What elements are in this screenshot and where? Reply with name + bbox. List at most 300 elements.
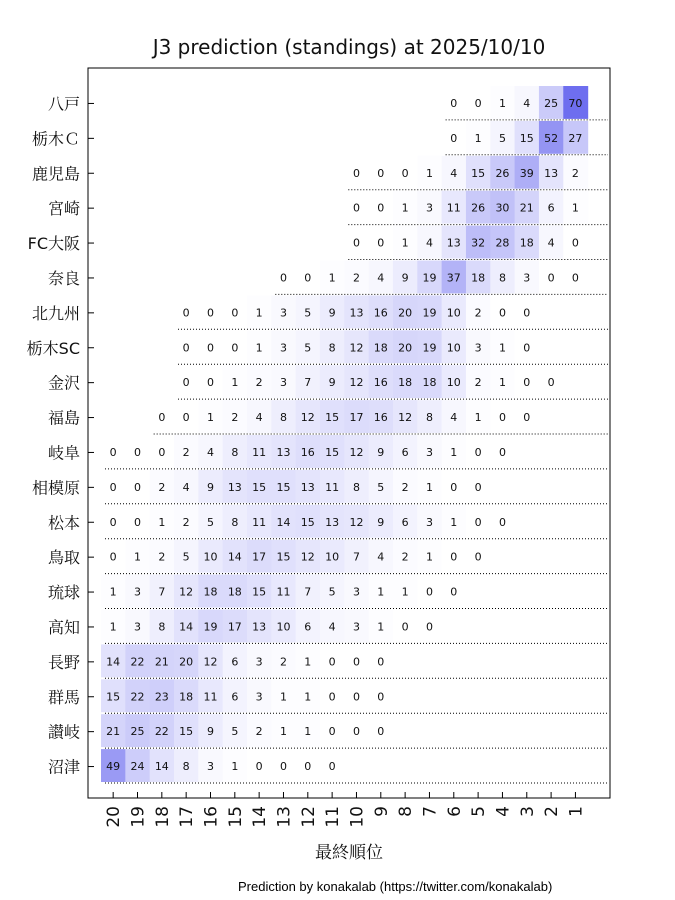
team-label: 北九州 [31,303,80,323]
cell-value: 0 [328,655,336,669]
cell-value: 0 [474,445,482,459]
team-label: 八戸 [47,94,80,114]
cell-value: 0 [377,166,385,180]
cell-value: 1 [231,376,239,390]
team-label: 金沢 [47,373,80,393]
cell-value: 11 [252,445,267,459]
cell-value: 5 [377,480,385,494]
cell-value: 23 [154,690,169,704]
cell-value: 0 [109,480,117,494]
cell-value: 6 [547,201,555,215]
cell-value: 17 [349,411,364,425]
cell-value: 0 [547,271,555,285]
cell-value: 8 [498,271,506,285]
credit-text: Prediction by konakalab (https://twitter.com/konakalab) [238,879,553,894]
x-tick-label: 11 [323,806,344,828]
cell-value: 0 [498,306,506,320]
cell-value: 4 [547,236,555,250]
cell-value: 18 [471,271,486,285]
cell-value: 8 [328,341,336,355]
team-label: 鳥取 [47,548,80,568]
cell-value: 1 [304,690,312,704]
cell-value: 15 [252,480,267,494]
cell-value: 0 [206,306,214,320]
cell-value: 0 [498,411,506,425]
cell-value: 21 [519,201,534,215]
cell-value: 0 [352,655,360,669]
cell-value: 1 [377,585,385,599]
cell-value: 15 [325,445,340,459]
cell-value: 0 [304,271,312,285]
cell-value: 12 [300,550,315,564]
cell-value: 3 [279,376,287,390]
cell-value: 14 [179,620,194,634]
cell-value: 0 [377,725,385,739]
cell-value: 18 [227,585,242,599]
cell-value: 0 [352,725,360,739]
team-label: 相模原 [31,478,80,498]
cell-value: 5 [304,341,312,355]
team-label: 群馬 [47,687,80,707]
x-tick-label: 2 [542,806,563,817]
x-tick-label: 17 [177,806,198,828]
cell-value: 0 [182,376,190,390]
cell-value: 11 [446,201,461,215]
cell-value: 2 [182,515,190,529]
cell-value: 20 [179,655,194,669]
cell-value: 8 [158,620,166,634]
cell-value: 1 [474,411,482,425]
cell-value: 1 [255,341,263,355]
cell-value: 3 [133,620,141,634]
cell-value: 26 [471,201,486,215]
cell-value: 0 [474,480,482,494]
cell-value: 10 [203,550,218,564]
x-tick-label: 7 [420,806,441,817]
cell-value: 16 [373,376,388,390]
cell-value: 3 [206,760,214,774]
cell-value: 0 [133,480,141,494]
team-label: 鹿児島 [31,164,80,184]
cell-value: 1 [377,620,385,634]
cell-value: 12 [349,445,364,459]
cell-value: 28 [495,236,510,250]
cell-value: 12 [349,376,364,390]
cell-value: 3 [255,655,263,669]
cell-value: 15 [276,550,291,564]
cell-value: 0 [450,131,458,145]
cell-value: 4 [255,411,263,425]
cell-value: 4 [377,271,385,285]
x-tick-label: 20 [104,806,125,828]
cell-value: 0 [523,376,531,390]
cell-value: 9 [328,376,336,390]
cell-value: 0 [401,166,409,180]
cell-value: 18 [519,236,534,250]
cell-value: 11 [276,585,291,599]
cell-value: 8 [352,480,360,494]
cell-value: 9 [401,271,409,285]
cell-value: 2 [182,445,190,459]
cell-value: 22 [130,655,145,669]
cell-value: 1 [304,725,312,739]
x-tick-label: 13 [274,806,295,828]
team-label: 福島 [47,408,80,428]
cell-value: 1 [158,515,166,529]
x-tick-label: 18 [152,806,173,828]
cell-value: 4 [450,411,458,425]
cell-value: 13 [276,445,291,459]
cell-value: 1 [133,550,141,564]
cell-value: 2 [231,411,239,425]
x-tick-label: 1 [566,806,587,817]
cell-value: 1 [450,515,458,529]
heatmap-cells [101,86,588,782]
cell-value: 0 [328,760,336,774]
y-axis [27,94,94,776]
cell-value: 1 [450,445,458,459]
cell-value: 7 [304,585,312,599]
cell-value: 9 [206,480,214,494]
cell-value: 0 [109,515,117,529]
cell-value: 49 [106,760,121,774]
team-label: 栃木Ｃ [31,129,80,149]
cell-value: 8 [231,515,239,529]
cell-value: 30 [495,201,510,215]
cell-value: 15 [179,725,194,739]
cell-value: 7 [158,585,166,599]
cell-value: 10 [325,550,340,564]
cell-value: 15 [252,585,267,599]
cell-value: 0 [425,620,433,634]
x-tick-label: 14 [250,806,271,828]
cell-value: 3 [425,445,433,459]
cell-value: 2 [352,271,360,285]
cell-value: 25 [130,725,145,739]
cell-value: 6 [231,655,239,669]
cell-value: 18 [179,690,194,704]
cell-value: 15 [325,411,340,425]
x-tick-label: 12 [298,806,319,828]
cell-value: 1 [498,376,506,390]
cell-value: 3 [279,306,287,320]
cell-value: 0 [231,306,239,320]
cell-value: 0 [474,96,482,110]
cell-value: 1 [279,725,287,739]
cell-value: 3 [352,620,360,634]
cell-value: 9 [377,515,385,529]
cell-value: 13 [446,236,461,250]
cell-value: 12 [179,585,194,599]
team-label: 栃木SC [26,338,80,358]
cell-value: 0 [352,236,360,250]
cell-value: 70 [568,96,583,110]
x-tick-label: 16 [201,806,222,828]
cell-value: 0 [523,341,531,355]
cell-value: 26 [495,166,510,180]
cell-value: 9 [377,445,385,459]
cell-value: 18 [373,341,388,355]
cell-value: 0 [377,655,385,669]
cell-value: 27 [568,131,583,145]
cell-value: 0 [206,376,214,390]
cell-value: 13 [300,480,315,494]
x-tick-label: 9 [371,806,392,817]
cell-value: 1 [474,131,482,145]
cell-value: 1 [231,760,239,774]
cell-value: 1 [425,480,433,494]
cell-value: 3 [523,271,531,285]
team-label: 沼津 [47,757,80,777]
x-tick-label: 6 [444,806,465,817]
cell-value: 0 [255,760,263,774]
cell-value: 0 [231,341,239,355]
cell-value: 11 [325,480,340,494]
cell-value: 15 [106,690,121,704]
cell-value: 0 [109,445,117,459]
x-tick-label: 4 [493,806,514,817]
cell-value: 37 [446,271,461,285]
cell-value: 12 [349,341,364,355]
cell-value: 0 [377,236,385,250]
cell-value: 12 [398,411,413,425]
cell-value: 2 [158,550,166,564]
cell-value: 4 [377,550,385,564]
cell-value: 0 [450,480,458,494]
cell-value: 0 [450,96,458,110]
cell-value: 2 [474,376,482,390]
cell-value: 17 [252,550,267,564]
cell-value: 3 [425,201,433,215]
cell-value: 6 [401,515,409,529]
x-axis-label: 最終順位 [315,843,383,863]
chart-title: J3 prediction (standings) at 2025/10/10 [152,35,546,59]
cell-value: 1 [498,96,506,110]
team-label: 岐阜 [47,443,80,463]
team-label: FC大阪 [27,234,80,254]
cell-value: 9 [328,306,336,320]
cell-value: 2 [401,550,409,564]
cell-value: 0 [450,585,458,599]
cell-value: 3 [425,515,433,529]
cell-value: 5 [328,585,336,599]
cell-value: 10 [446,341,461,355]
cell-value: 0 [279,760,287,774]
cell-value: 0 [498,445,506,459]
cell-value: 16 [300,445,315,459]
cell-value: 22 [130,690,145,704]
cell-value: 0 [352,690,360,704]
cell-value: 13 [325,515,340,529]
cell-value: 0 [523,306,531,320]
cell-value: 5 [231,725,239,739]
cell-value: 1 [425,166,433,180]
cell-value: 52 [544,131,559,145]
x-axis [104,792,586,828]
cell-value: 6 [304,620,312,634]
cell-value: 12 [203,655,218,669]
cell-value: 6 [401,445,409,459]
cell-value: 0 [133,515,141,529]
cell-value: 0 [109,550,117,564]
team-label: 奈良 [47,268,80,288]
cell-value: 0 [401,620,409,634]
cell-value: 14 [276,515,291,529]
cell-value: 4 [206,445,214,459]
cell-value: 7 [304,376,312,390]
cell-value: 16 [373,411,388,425]
cell-value: 0 [182,411,190,425]
cell-value: 12 [349,515,364,529]
cell-value: 0 [304,760,312,774]
cell-value: 0 [328,690,336,704]
cell-value: 0 [474,550,482,564]
team-label: 宮崎 [47,199,80,219]
cell-value: 21 [154,655,169,669]
cell-value: 0 [328,725,336,739]
cell-value: 4 [523,96,531,110]
cell-value: 24 [130,760,145,774]
cell-value: 15 [276,480,291,494]
cell-value: 3 [352,585,360,599]
cell-value: 1 [279,690,287,704]
cell-value: 15 [519,131,534,145]
cell-value: 1 [206,411,214,425]
cell-value: 2 [158,480,166,494]
cell-value: 4 [328,620,336,634]
cell-value: 1 [304,655,312,669]
cell-value: 12 [300,411,315,425]
cell-value: 5 [304,306,312,320]
cell-value: 0 [352,201,360,215]
cell-value: 18 [398,376,413,390]
cell-value: 6 [231,690,239,704]
cell-value: 11 [203,690,218,704]
cell-value: 0 [182,306,190,320]
cell-value: 4 [450,166,458,180]
x-tick-label: 10 [347,806,368,828]
cell-value: 2 [279,655,287,669]
cell-value: 13 [252,620,267,634]
cell-value: 14 [154,760,169,774]
cell-value: 10 [446,306,461,320]
cell-value: 3 [255,690,263,704]
cell-value: 3 [133,585,141,599]
cell-value: 1 [498,341,506,355]
team-label: 松本 [47,513,80,533]
cell-value: 0 [206,341,214,355]
cell-value: 5 [182,550,190,564]
cell-value: 0 [450,550,458,564]
cell-value: 20 [398,306,413,320]
x-tick-label: 15 [225,806,246,828]
cell-value: 3 [474,341,482,355]
cell-value: 1 [401,201,409,215]
cell-value: 19 [422,271,437,285]
cell-value: 10 [276,620,291,634]
cell-value: 14 [106,655,121,669]
cell-value: 22 [154,725,169,739]
team-label: 讃岐 [47,722,80,742]
cell-value: 1 [425,550,433,564]
cell-value: 4 [182,480,190,494]
cell-value: 0 [182,341,190,355]
cell-value: 7 [352,550,360,564]
cell-value: 18 [203,585,218,599]
cell-value: 13 [544,166,559,180]
cell-value: 18 [422,376,437,390]
cell-value: 1 [255,306,263,320]
team-label: 琉球 [47,583,80,603]
cell-value: 2 [255,376,263,390]
cell-value: 0 [158,445,166,459]
cell-value: 2 [571,166,579,180]
cell-value: 5 [498,131,506,145]
cell-value: 0 [523,411,531,425]
cell-value: 17 [227,620,242,634]
cell-value: 3 [279,341,287,355]
cell-value: 13 [349,306,364,320]
cell-value: 8 [425,411,433,425]
x-tick-label: 5 [469,806,490,817]
cell-value: 11 [252,515,267,529]
cell-value: 4 [425,236,433,250]
cell-value: 32 [471,236,486,250]
cell-value: 0 [547,376,555,390]
cell-value: 0 [571,236,579,250]
cell-value: 19 [203,620,218,634]
cell-value: 0 [377,201,385,215]
cell-value: 0 [133,445,141,459]
cell-value: 8 [182,760,190,774]
cell-value: 1 [109,620,117,634]
cell-value: 39 [519,166,534,180]
cell-value: 19 [422,341,437,355]
cell-value: 0 [279,271,287,285]
cell-value: 8 [279,411,287,425]
cell-value: 0 [498,515,506,529]
cell-value: 21 [106,725,121,739]
cell-value: 10 [446,376,461,390]
cell-value: 9 [206,725,214,739]
cell-value: 5 [206,515,214,529]
cell-value: 1 [571,201,579,215]
cell-value: 2 [255,725,263,739]
cell-value: 13 [227,480,242,494]
cell-value: 19 [422,306,437,320]
cell-value: 20 [398,341,413,355]
cell-value: 2 [474,306,482,320]
cell-value: 1 [109,585,117,599]
cell-value: 14 [227,550,242,564]
cell-value: 15 [471,166,486,180]
cell-value: 1 [328,271,336,285]
cell-value: 1 [401,236,409,250]
team-label: 長野 [47,652,80,672]
x-tick-label: 19 [128,806,149,828]
x-tick-label: 3 [517,806,538,817]
cell-value: 15 [300,515,315,529]
cell-value: 2 [401,480,409,494]
cell-value: 16 [373,306,388,320]
cell-value: 0 [377,690,385,704]
cell-value: 0 [474,515,482,529]
cell-value: 0 [425,585,433,599]
cell-value: 0 [158,411,166,425]
cell-value: 25 [544,96,559,110]
cell-value: 8 [231,445,239,459]
x-tick-label: 8 [396,806,417,817]
